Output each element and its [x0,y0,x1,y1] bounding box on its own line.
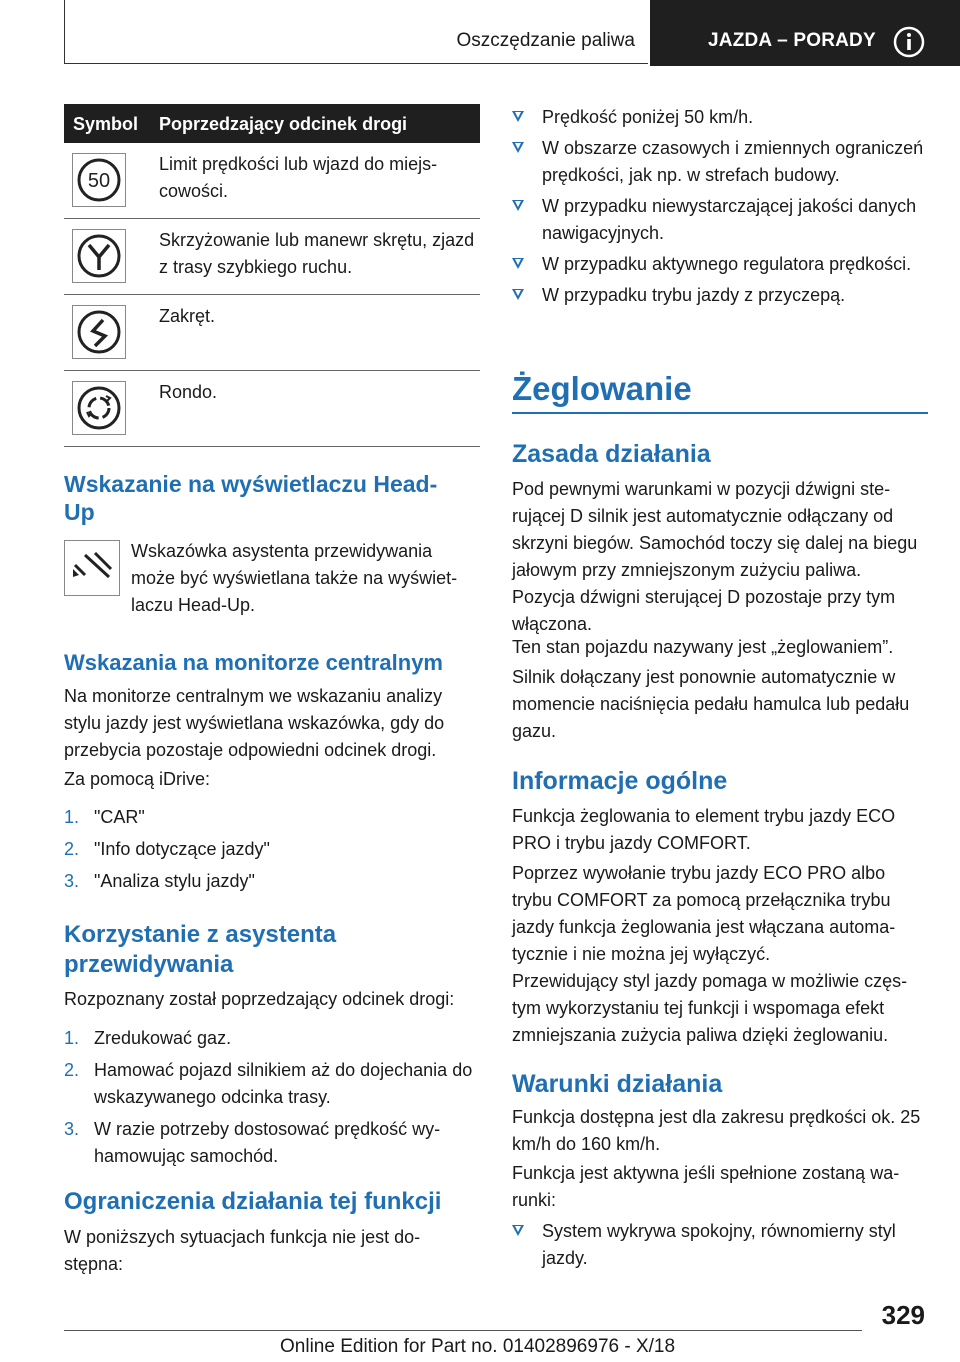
conditions-paragraph-2: Funkcja jest aktywna jeśli spełnione zostaną warunki: [512,1163,900,1210]
junction-icon [72,229,126,283]
bullet-triangle-icon [512,258,524,269]
bullet-text: System wykrywa spokojny, równomierny styl jazdy. [542,1221,896,1268]
monitor-text: Na monitorze centralnym we wskazaniu analizy stylu jazdy jest wyświetlana wskazówka, gdy do przebycia pozostaje odpowiedni odcinek drogi. [64,686,445,760]
roundabout-icon [72,381,126,435]
list-item [64,1025,480,1052]
step-number: 1. [64,807,80,827]
footer-rule [64,1330,862,1331]
list-item [512,104,927,131]
row-text: Zakręt. [159,306,216,326]
principle-heading: Zasada działania [512,440,711,468]
hud-heading: Wskazanie na wyświetlaczu Head-Up [64,471,438,525]
column-header-description: Poprzedzający odcinek drogi [159,114,408,134]
conditions-bullets [512,1218,922,1272]
list-item [512,282,927,309]
chapter-title: Oszczędzanie paliwa [456,30,635,51]
curve-icon [72,305,126,359]
list-item [64,868,480,895]
bullet-triangle-icon [512,200,524,211]
list-item [512,1218,922,1272]
section-title: JAZDA – PORADY [708,30,876,51]
main-heading: Żeglowanie [512,370,692,407]
page-number: 329 [881,1300,925,1330]
step-number: 3. [64,1119,80,1139]
heading-rule [512,412,928,414]
list-item [512,135,927,189]
list-item [64,836,480,863]
monitor-heading: Wskazania na monitorze centralnym [64,650,443,675]
list-item [512,193,927,247]
step-text: W razie potrzeby dostosować prędkość wyhamowując samochód. [94,1119,441,1166]
principle-paragraph-1: Pod pewnymi warunkami w pozycji dźwigni sterującej D silnik jest automatycznie odłączany od skrzyni biegów. Samochód toczy się dalej na biegu jałowym przy zmniejszonym zużyciu paliwa. Pozycja dźwigni sterującej D pozostaje przy tym włączona. [512,479,918,634]
header-divider [64,0,65,64]
table-row [64,143,480,219]
info-icon [893,26,925,58]
step-text: "CAR" [94,807,145,827]
bullet-triangle-icon [512,1225,524,1236]
bullet-text: W przypadku aktywnego regulatora prędkości. [542,254,912,274]
row-text: Limit prędkości lub wjazd do miejscowości. [159,154,438,201]
edition-note: Online Edition for Part no. 01402896976 - X/18 [280,1336,676,1357]
conditions-heading: Warunki działania [512,1070,723,1098]
column-header-symbol: Symbol [73,114,139,134]
step-text: Hamować pojazd silnikiem aż do dojechania do wskazywanego odcinka trasy. [94,1060,473,1107]
step-number: 1. [64,1028,80,1048]
row-text: Skrzyżowanie lub manewr skrętu, zjazd z trasy szybkiego ruchu. [159,230,475,277]
principle-paragraph-3: Silnik dołączany jest ponownie automatycznie w momencie naciśnięcia pedału hamulca lub pedału gazu. [512,667,910,741]
use-heading: Korzystanie z asystenta przewidywania [64,921,337,978]
table-row [64,371,480,447]
step-number: 2. [64,839,80,859]
bullet-triangle-icon [512,289,524,300]
general-paragraph-1: Funkcja żeglowania to element trybu jazdy ECO PRO i trybu jazdy COMFORT. [512,806,896,853]
bullet-text: W przypadku niewystarczającej jakości danych nawigacyjnych. [542,196,917,243]
step-text: "Analiza stylu jazdy" [94,871,255,891]
bullet-triangle-icon [512,142,524,153]
idrive-text: Za pomocą iDrive: [64,769,211,789]
limits-text: W poniższych sytuacjach funkcja nie jest dostępna: [64,1227,421,1274]
principle-paragraph-2: Ten stan pojazdu nazywany jest „żeglowaniem”. [512,637,894,657]
general-paragraph-3: Przewidujący styl jazdy pomaga w możliwie częstym wykorzystaniu tej funkcji i wspomaga efekt zmniejszania zużycia paliwa dzięki żeglowaniu. [512,971,908,1045]
list-item [64,1057,474,1111]
table-row [64,295,480,371]
bullet-text: W przypadku trybu jazdy z przyczepą. [542,285,846,305]
bullet-triangle-icon [512,111,524,122]
limits-heading: Ograniczenia działania tej funkcji [64,1188,442,1215]
step-number: 2. [64,1060,80,1080]
bullet-text: Prędkość poniżej 50 km/h. [542,107,754,127]
step-number: 3. [64,871,80,891]
idrive-steps [64,804,480,895]
use-steps [64,1025,480,1170]
table-header [64,104,480,143]
general-heading: Informacje ogólne [512,767,728,795]
use-text: Rozpoznany został poprzedzający odcinek drogi: [64,989,455,1009]
bullet-text: W obszarze czasowych i zmiennych ograniczeń prędkości, jak np. w strefach budowy. [542,138,924,185]
symbol-table [64,104,480,447]
limits-bullets [512,104,927,309]
speed-limit-50-icon [72,153,126,207]
speed-limit-value: 50 [87,170,111,192]
list-item [512,251,927,278]
row-text: Rondo. [159,382,218,402]
general-paragraph-2: Poprzez wywołanie trybu jazdy ECO PRO albo trybu COMFORT za pomocą przełącznika trybu jazdy funkcja żeglowania jest włączana automatycznie i nie można jej wyłączyć. [512,863,896,964]
table-row [64,219,480,295]
header-rule [64,63,648,64]
list-item [64,804,480,831]
conditions-paragraph-1: Funkcja dostępna jest dla zakresu prędkości ok. 25 km/h do 160 km/h. [512,1107,921,1154]
hud-text: Wskazówka asystenta przewidywania może być wyświetlana także na wyświetlaczu Head-Up. [131,541,458,615]
list-item [64,1116,474,1170]
hud-hint-icon [64,540,120,596]
step-text: "Info dotyczące jazdy" [94,839,270,859]
step-text: Zredukować gaz. [94,1028,232,1048]
